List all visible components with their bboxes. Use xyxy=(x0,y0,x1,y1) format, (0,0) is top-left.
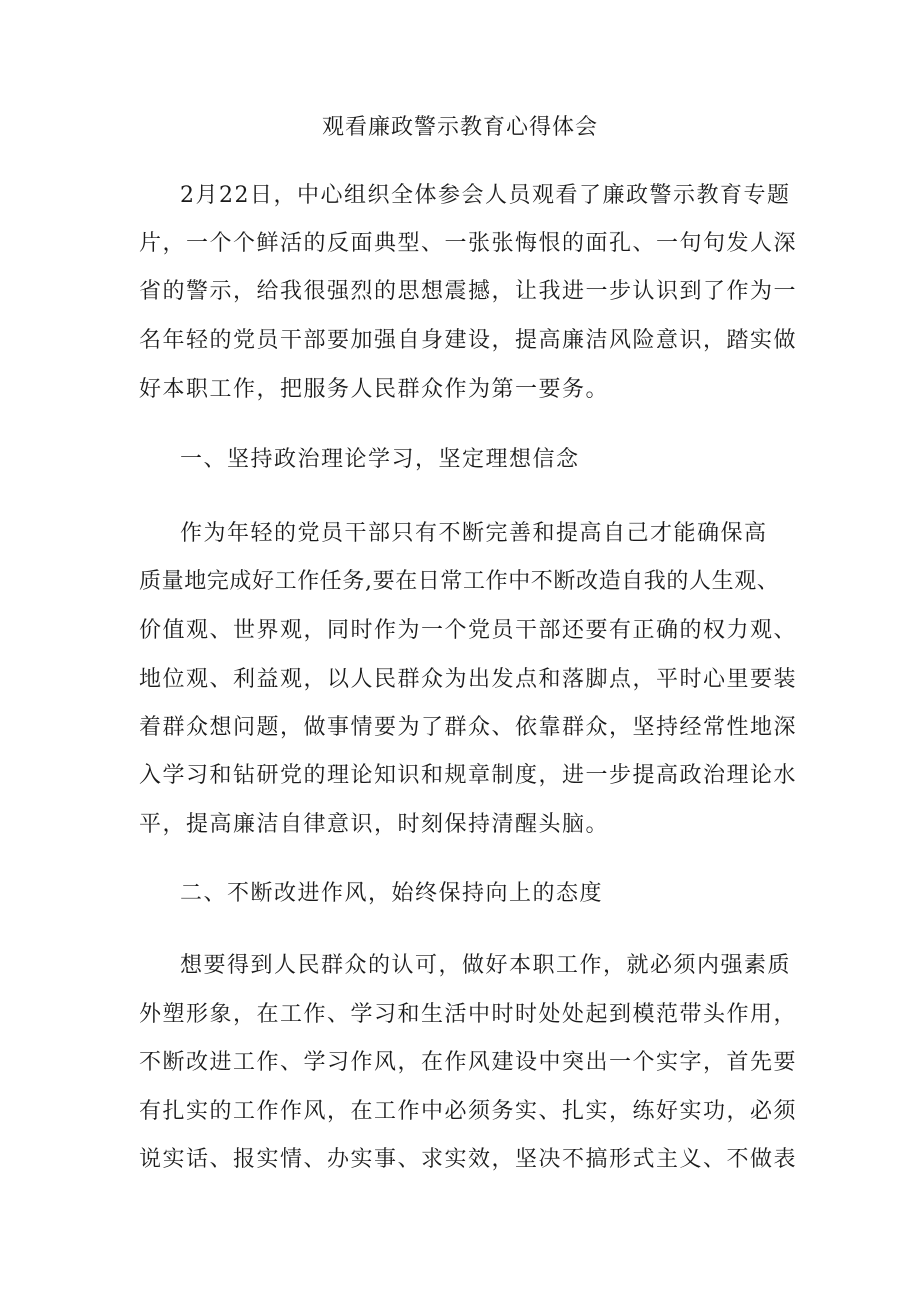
paragraph-3-line-3: 不断改进工作、学习作风，在作风建设中突出一个实字，首先要 xyxy=(139,1050,798,1075)
paragraph-1-line-1: 2月22日，中心组织全体参会人员观看了廉政警示教育专题 xyxy=(180,183,791,208)
paragraph-2-line-5: 着群众想问题，做事情要为了群众、依靠群众，坚持经常性地深 xyxy=(139,715,798,740)
paragraph-1-line-4: 名年轻的党员干部要加强自身建设，提高廉洁风险意识，踏实做 xyxy=(139,328,798,353)
document-title: 观看廉政警示教育心得体会 xyxy=(321,115,598,140)
paragraph-2-line-4: 地位观、利益观，以人民群众为出发点和落脚点，平时心里要装 xyxy=(139,667,798,692)
paragraph-1-line-5: 好本职工作，把服务人民群众作为第一要务。 xyxy=(139,377,610,402)
paragraph-3-line-4: 有扎实的工作作风，在工作中必须务实、扎实，练好实功，必须 xyxy=(139,1099,798,1124)
section-heading-2: 二、不断改进作风，始终保持向上的态度 xyxy=(180,881,604,906)
section-heading-1: 一、坚持政治理论学习，坚定理想信念 xyxy=(180,447,580,472)
paragraph-1-line-2: 片，一个个鲜活的反面典型、一张张悔恨的面孔、一句句发人深 xyxy=(139,231,798,256)
paragraph-2-line-7: 平，提高廉洁自律意识，时刻保持清醒头脑。 xyxy=(139,812,610,837)
paragraph-3-line-1: 想要得到人民群众的认可，做好本职工作，就必须内强素质 xyxy=(180,953,792,978)
paragraph-3-line-5: 说实话、报实情、办实事、求实效，坚决不搞形式主义、不做表 xyxy=(139,1147,798,1172)
paragraph-3-line-2: 外塑形象，在工作、学习和生活中时时处处起到模范带头作用， xyxy=(139,1002,798,1027)
paragraph-2-line-3: 价值观、世界观，同时作为一个党员干部还要有正确的权力观、 xyxy=(139,618,798,643)
paragraph-1-line-3: 省的警示，给我很强烈的思想震撼，让我进一步认识到了作为一 xyxy=(139,279,798,304)
paragraph-2-line-1: 作为年轻的党员干部只有不断完善和提高自己才能确保高 xyxy=(180,521,768,546)
paragraph-2-line-2: 质量地完成好工作任务,要在日常工作中不断改造自我的人生观、 xyxy=(139,569,780,594)
paragraph-2-line-6: 入学习和钻研党的理论知识和规章制度，进一步提高政治理论水 xyxy=(139,763,798,788)
